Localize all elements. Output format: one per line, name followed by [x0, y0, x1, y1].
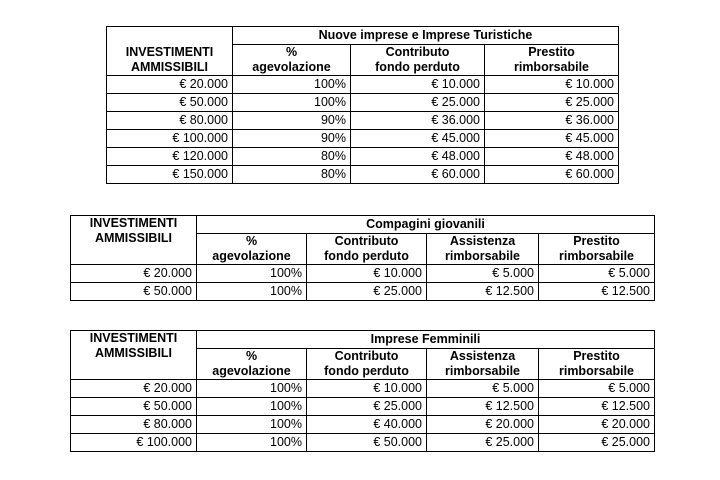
- header-contributo: Contributo fondo perduto: [307, 234, 427, 265]
- table-row: € 20.000 100% € 10.000 € 5.000 € 5.000: [71, 265, 655, 283]
- table-row: € 20.000 100% € 10.000 € 5.000 € 5.000: [71, 380, 655, 398]
- header-investimenti: INVESTIMENTI AMMISSIBILI: [71, 331, 197, 380]
- header-agevolazione: % agevolazione: [233, 45, 351, 76]
- header-contributo: Contributo fondo perduto: [351, 45, 485, 76]
- group-title: Imprese Femminili: [197, 331, 655, 349]
- table-nuove-imprese: [106, 26, 619, 184]
- header-assistenza: Assistenza rimborsabile: [427, 349, 539, 380]
- table-row: € 100.000 90% € 45.000 € 45.000: [107, 130, 619, 148]
- header-prestito: Prestito rimborsabile: [485, 45, 619, 76]
- header-investimenti: INVESTIMENTI AMMISSIBILI: [107, 27, 233, 76]
- table-row: € 50.000 100% € 25.000 € 12.500 € 12.500: [71, 398, 655, 416]
- table-row: € 120.000 80% € 48.000 € 48.000: [107, 148, 619, 166]
- group-title: Compagini giovanili: [197, 216, 655, 234]
- header-investimenti: INVESTIMENTI AMMISSIBILI: [71, 216, 197, 265]
- header-assistenza: Assistenza rimborsabile: [427, 234, 539, 265]
- header-prestito: Prestito rimborsabile: [539, 349, 655, 380]
- header-contributo: Contributo fondo perduto: [307, 349, 427, 380]
- group-title: Nuove imprese e Imprese Turistiche: [233, 27, 619, 45]
- table-compagini-giovanili: [70, 215, 655, 301]
- table-imprese-femminili: [70, 330, 655, 452]
- table-row: € 80.000 100% € 40.000 € 20.000 € 20.000: [71, 416, 655, 434]
- table-row: € 50.000 100% € 25.000 € 25.000: [107, 94, 619, 112]
- header-agevolazione: % agevolazione: [197, 234, 307, 265]
- table-row: € 50.000 100% € 25.000 € 12.500 € 12.500: [71, 283, 655, 301]
- table-row: € 150.000 80% € 60.000 € 60.000: [107, 166, 619, 184]
- table-row: € 100.000 100% € 50.000 € 25.000 € 25.000: [71, 434, 655, 452]
- table-row: € 80.000 90% € 36.000 € 36.000: [107, 112, 619, 130]
- header-prestito: Prestito rimborsabile: [539, 234, 655, 265]
- table-row: € 20.000 100% € 10.000 € 10.000: [107, 76, 619, 94]
- header-agevolazione: % agevolazione: [197, 349, 307, 380]
